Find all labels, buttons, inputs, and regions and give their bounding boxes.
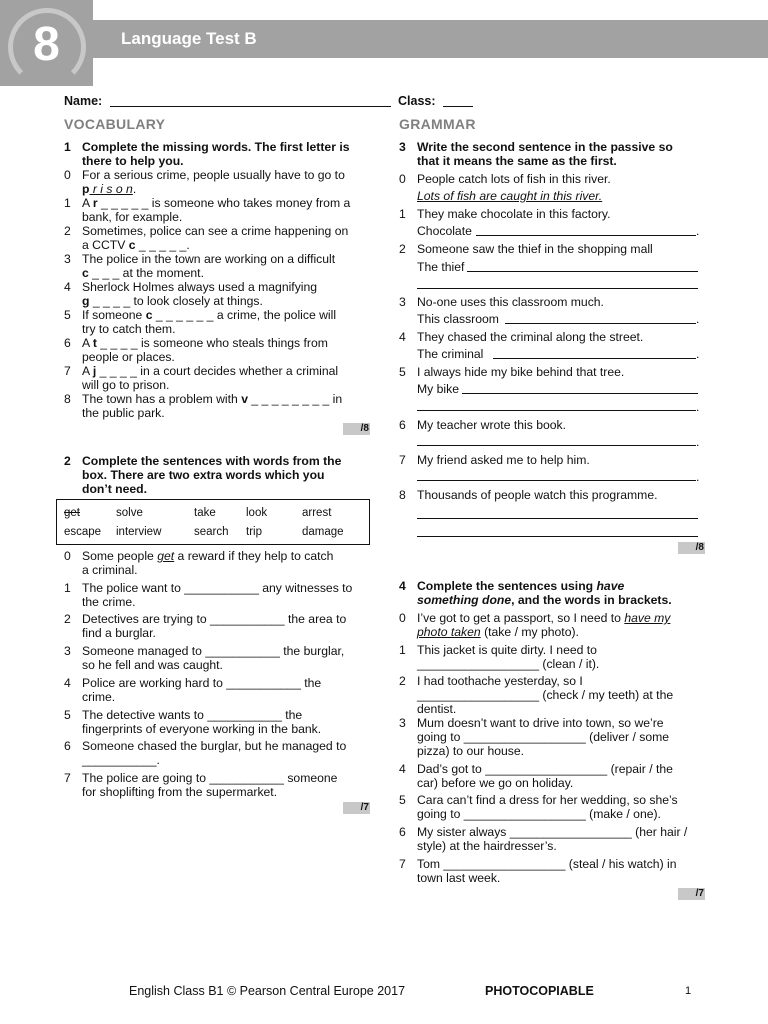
text-part: _ _ _ _ _ _ a crime, the police will [152, 308, 337, 322]
text-part: , and the words in brackets. [511, 593, 672, 607]
item-number: 1 [399, 207, 406, 221]
box-word: take [194, 507, 216, 519]
answer-line[interactable] [476, 235, 696, 236]
footer-photocopiable: PHOTOCOPIABLE [485, 984, 594, 998]
item-text [82, 182, 136, 196]
unit-number: 8 [33, 18, 60, 71]
item-text: This jacket is quite dirty. I need to [417, 643, 597, 657]
answer-line[interactable] [417, 480, 696, 481]
item-text: My sister always __________________ (her hair / [417, 825, 688, 839]
item-number: 2 [399, 674, 406, 688]
punctuation: . [696, 400, 700, 414]
item-text: a criminal. [82, 563, 138, 577]
item-number: 7 [399, 453, 406, 467]
answer-line[interactable] [467, 271, 698, 272]
first-letter: p [82, 182, 90, 196]
item-text: pizza) to our house. [417, 744, 525, 758]
item-text: town last week. [417, 871, 501, 885]
item-text: Police are working hard to ___________ the [82, 676, 322, 690]
box-word: escape [64, 526, 102, 538]
text-part: a reward if they help to catch [174, 549, 334, 563]
item-text: This classroom [417, 312, 499, 326]
item-number: 6 [399, 825, 406, 839]
text-part: I’ve got to get a passport, so I need to [417, 611, 625, 625]
item-number: 1 [64, 581, 71, 595]
item-text: Detectives are trying to ___________ the area to [82, 612, 347, 626]
item-number: 3 [399, 295, 406, 309]
name-label: Name: [64, 94, 103, 108]
item-text: The detective wants to ___________ the [82, 708, 303, 722]
item-text: the public park. [82, 406, 165, 420]
item-number: 7 [64, 364, 71, 378]
item-number: 4 [399, 762, 406, 776]
item-number: 7 [399, 857, 406, 871]
text-part: have [596, 579, 625, 593]
first-letter: t [92, 336, 97, 350]
item-number: 3 [64, 644, 71, 658]
text-part: something done [417, 593, 512, 607]
item-text: fingerprints of everyone working in the bank. [82, 722, 322, 736]
example-answer: have my [624, 611, 671, 625]
score-box: /8 [678, 542, 705, 554]
exercise-instruction: box. There are two extra words which you [82, 468, 325, 482]
item-text: so he fell and was caught. [82, 658, 223, 672]
item-text [82, 196, 350, 210]
item-text: Sometimes, police can see a crime happening on [82, 224, 349, 238]
example-answer: photo taken [417, 625, 481, 639]
name-field[interactable] [110, 106, 391, 107]
item-number: 3 [64, 252, 71, 266]
exercise-instruction [417, 593, 672, 607]
item-text: Dad’s got to __________________ (repair / the [417, 762, 673, 776]
item-number: 6 [399, 418, 406, 432]
item-text: going to __________________ (make / one). [417, 807, 661, 821]
item-number: 0 [64, 168, 71, 182]
item-text [82, 308, 336, 322]
answer-line[interactable] [417, 536, 698, 537]
box-word: damage [302, 526, 344, 538]
item-text: Someone saw the thief in the shopping mall [417, 242, 653, 256]
item-text: They chased the criminal along the street. [417, 330, 644, 344]
item-number: 0 [399, 611, 406, 625]
first-letter: c [82, 266, 89, 280]
exercise-number: 4 [399, 579, 406, 593]
item-text [82, 336, 328, 350]
first-letter: j [92, 364, 97, 378]
item-text [417, 611, 670, 625]
item-text: Someone chased the burglar, but he managed to [82, 739, 347, 753]
item-number: 4 [64, 676, 71, 690]
score-box: /7 [343, 802, 370, 814]
box-word: solve [116, 507, 143, 519]
item-text: People catch lots of fish in this river. [417, 172, 611, 186]
exercise-instruction: Complete the missing words. The first letter is [82, 140, 350, 154]
item-text [417, 625, 579, 639]
exercise-number: 3 [399, 140, 406, 154]
item-text: I had toothache yesterday, so I [417, 674, 583, 688]
item-text [82, 266, 204, 280]
item-text [82, 392, 342, 406]
vocabulary-heading: VOCABULARY [64, 116, 166, 132]
item-number: 5 [64, 308, 71, 322]
item-text: My bike [417, 382, 459, 396]
item-text: for shoplifting from the supermarket. [82, 785, 278, 799]
first-letter: c [145, 308, 153, 322]
exercise-instruction [417, 579, 624, 593]
item-number: 1 [64, 196, 71, 210]
item-text: The thief [417, 260, 465, 274]
item-text: dentist. [417, 702, 457, 716]
item-text: try to catch them. [82, 322, 176, 336]
exercise-instruction: don’t need. [82, 482, 147, 496]
answer-line[interactable] [462, 393, 698, 394]
text-part: A [82, 364, 93, 378]
box-word: trip [246, 526, 262, 538]
text-part: a CCTV [82, 238, 129, 252]
text-part: A [82, 336, 93, 350]
text-part: _ _ _ _ to look closely at things. [89, 294, 263, 308]
item-text: bank, for example. [82, 210, 183, 224]
text-part: (take / my photo). [480, 625, 579, 639]
item-number: 0 [399, 172, 406, 186]
item-text: the crime. [82, 595, 136, 609]
exercise-number: 1 [64, 140, 71, 154]
item-number: 2 [64, 612, 71, 626]
first-letter: v [241, 392, 248, 406]
answer-line[interactable] [417, 518, 698, 519]
punctuation: . [696, 224, 700, 238]
item-text: ___________. [82, 753, 160, 767]
item-text: Sherlock Holmes always used a magnifying [82, 280, 318, 294]
example-answer: get [157, 549, 175, 563]
item-text: Tom __________________ (steal / his watch) in [417, 857, 677, 871]
item-number: 2 [64, 224, 71, 238]
item-text [82, 549, 333, 563]
item-text: Someone managed to ___________ the burglar, [82, 644, 345, 658]
answer-line[interactable] [417, 410, 696, 411]
punctuation: . [696, 470, 700, 484]
box-word: arrest [302, 507, 332, 519]
punctuation: . [132, 182, 137, 196]
item-number: 3 [399, 716, 406, 730]
grammar-heading: GRAMMAR [399, 116, 476, 132]
class-label: Class: [398, 94, 436, 108]
box-word: search [194, 526, 229, 538]
item-text: Thousands of people watch this programme. [417, 488, 658, 502]
first-letter: c [128, 238, 136, 252]
item-number: 8 [64, 392, 71, 406]
score-box: /8 [343, 423, 370, 435]
answer-line[interactable] [505, 323, 696, 324]
item-text [82, 364, 338, 378]
box-word: get [64, 507, 80, 519]
text-part: _ _ _ _ is someone who steals things from [96, 336, 328, 350]
text-part: A [82, 196, 93, 210]
unit-badge [0, 0, 93, 86]
page-number: 1 [685, 985, 692, 997]
item-text: crime. [82, 690, 116, 704]
answer-line[interactable] [417, 288, 698, 289]
page-title: Language Test B [121, 29, 257, 48]
item-number: 4 [399, 330, 406, 344]
answer-line[interactable] [417, 445, 696, 446]
text-part: _ _ _ _ _ is someone who takes money from a [97, 196, 351, 210]
item-number: 5 [399, 365, 406, 379]
punctuation: . [696, 435, 700, 449]
example-answer: Lots of fish are caught in this river. [417, 189, 603, 203]
item-text: For a serious crime, people usually have to go to [82, 168, 345, 182]
item-text [82, 238, 190, 252]
item-number: 6 [64, 336, 71, 350]
text-part: _ _ _ _ _ _ _ _ in [247, 392, 343, 406]
header-bar [0, 20, 768, 58]
class-field[interactable] [443, 106, 473, 107]
punctuation: . [696, 347, 700, 361]
item-text: No-one uses this classroom much. [417, 295, 604, 309]
item-number: 4 [64, 280, 71, 294]
text-part: Some people [82, 549, 158, 563]
item-text: The police in the town are working on a difficult [82, 252, 336, 266]
item-text: My friend asked me to help him. [417, 453, 590, 467]
item-text: going to __________________ (deliver / some [417, 730, 670, 744]
item-text [82, 294, 263, 308]
item-number: 7 [64, 771, 71, 785]
item-number: 1 [399, 643, 406, 657]
item-text: find a burglar. [82, 626, 156, 640]
text-part: _ _ _ at the moment. [88, 266, 204, 280]
punctuation: . [696, 312, 700, 326]
item-text: The police want to ___________ any witnesses to [82, 581, 353, 595]
text-part: _ _ _ _ _. [135, 238, 190, 252]
box-word: interview [116, 526, 162, 538]
item-text: Chocolate [417, 224, 472, 238]
item-text: Cara can’t find a dress for her wedding, so she’s [417, 793, 678, 807]
item-number: 0 [64, 549, 71, 563]
exercise-number: 2 [64, 454, 71, 468]
item-text: My teacher wrote this book. [417, 418, 567, 432]
item-number: 6 [64, 739, 71, 753]
answer-line[interactable] [493, 358, 696, 359]
text-part: The town has a problem with [82, 392, 242, 406]
text-part: Complete the sentences using [417, 579, 597, 593]
item-text: The police are going to ___________ someone [82, 771, 338, 785]
box-word: look [246, 507, 268, 519]
item-text: Mum doesn’t want to drive into town, so we’re [417, 716, 664, 730]
item-text: The criminal [417, 347, 484, 361]
item-number: 5 [399, 793, 406, 807]
item-number: 8 [399, 488, 406, 502]
text-part: _ _ _ _ in a court decides whether a criminal [96, 364, 339, 378]
footer-copyright: English Class B1 © Pearson Central Europe 2017 [129, 984, 406, 998]
item-text: people or places. [82, 350, 175, 364]
exercise-instruction: Complete the sentences with words from the [82, 454, 342, 468]
item-text: __________________ (clean / it). [417, 657, 600, 671]
score-box: /7 [678, 888, 705, 900]
item-text: will go to prison. [82, 378, 170, 392]
example-answer: r i s o n [89, 182, 133, 196]
item-text: They make chocolate in this factory. [417, 207, 611, 221]
item-text: car) before we go on holiday. [417, 776, 574, 790]
exercise-instruction: Write the second sentence in the passive so [417, 140, 673, 154]
item-text: I always hide my bike behind that tree. [417, 365, 625, 379]
first-letter: r [92, 196, 98, 210]
item-number: 2 [399, 242, 406, 256]
item-number: 5 [64, 708, 71, 722]
item-text: __________________ (check / my teeth) at the [417, 688, 674, 702]
item-text: style) at the hairdresser’s. [417, 839, 557, 853]
text-part: If someone [82, 308, 146, 322]
first-letter: g [82, 294, 90, 308]
exercise-instruction: there to help you. [82, 154, 184, 168]
exercise-instruction: that it means the same as the first. [417, 154, 617, 168]
